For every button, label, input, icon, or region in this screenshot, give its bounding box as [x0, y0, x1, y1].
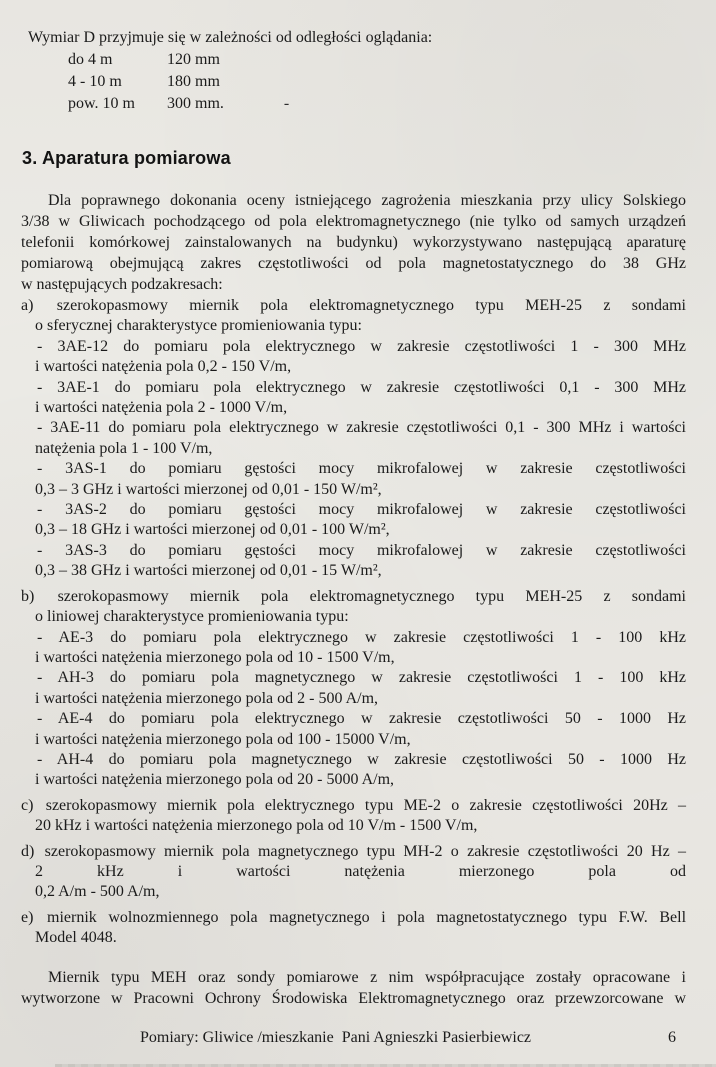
item-label: e): [21, 908, 34, 926]
section-heading: 3. Aparatura pomiarowa: [22, 148, 231, 168]
item-text: szerokopasmowy miernik pola elektromagnetycznego typu MEH-25 z sondami: [57, 587, 687, 605]
item-head-line: [21, 296, 686, 316]
probe-line: i wartości natężenia mierzonego pola od 2 - 500 A/m,: [35, 689, 379, 707]
probe-item: [21, 541, 686, 582]
equipment-item-a: [21, 296, 686, 582]
probe-line: - 3AE-11 do pomiaru pola elektrycznego w zakresie częstotliwości 0,1 - 300 MHz i wartości: [37, 419, 686, 437]
probe-line: - 3AS-2 do pomiaru gęstości mocy mikrofalowej w zakresie częstotliwości: [37, 501, 686, 519]
probe-line: - 3AS-1 do pomiaru gęstości mocy mikrofalowej w zakresie częstotliwości: [37, 460, 686, 478]
paragraph-line: Miernik typu MEH oraz sondy pomiarowe z nim współpracujące zostały opracowane i: [48, 968, 686, 986]
probe-line: 0,3 – 3 GHz i wartości mierzonej od 0,01 - 150 W/m²,: [35, 480, 382, 498]
equipment-list: [21, 296, 686, 949]
item-line: 2 kHz i wartości natężenia mierzonego pola od: [35, 862, 686, 880]
dimension-row: [21, 71, 686, 93]
probe-line: i wartości natężenia mierzonego pola od 20 - 5000 A/m,: [35, 771, 395, 789]
closing-paragraph: [21, 967, 686, 1009]
probe-line: i wartości natężenia pola 0,2 - 150 V/m,: [35, 358, 292, 376]
item-head-line: o liniowej charakterystyce promieniowania typu:: [35, 608, 349, 626]
item-label: b): [21, 587, 35, 605]
probe-item: [21, 668, 686, 709]
probe-line: - AH-3 do pomiaru pola magnetycznego w zakresie częstotliwości 1 - 100 kHz: [37, 669, 686, 687]
scan-artifact-dash: -: [283, 95, 290, 112]
item-line: 0,2 A/m - 500 A/m,: [35, 883, 160, 901]
paragraph-line: wytworzone w Pracowni Ochrony Środowiska Elektromagnetycznego oraz przewzorcowane w: [21, 989, 686, 1007]
page-footer: [0, 1028, 716, 1048]
probe-item: [21, 709, 686, 750]
item-label: d): [21, 842, 35, 860]
probe-item: [21, 378, 686, 419]
equipment-item-b: [21, 587, 686, 791]
page-number: 6: [668, 1029, 676, 1046]
probe-line: - AE-3 do pomiaru pola elektrycznego w zakresie częstotliwości 1 - 100 kHz: [37, 628, 686, 646]
distance-range: 4 - 10 m: [68, 73, 122, 90]
paragraph-line: 3/38 w Gliwicach pochodzącego od pola elektromagnetycznego (nie tylko od samych urządzeń: [21, 213, 686, 230]
probe-line: - AE-4 do pomiaru pola elektrycznego w zakresie częstotliwości 50 - 1000 Hz: [37, 710, 686, 728]
paragraph-line: pomiarową obejmującą zakres częstotliwości od pola magnetostatycznego do 38 GHz: [21, 255, 686, 272]
paragraph-line: Dla poprawnego dokonania oceny istniejącego zagrożenia mieszkania przy ulicy Solskiego: [48, 192, 686, 209]
dimension-value: 120 mm: [167, 51, 220, 68]
item-text: szerokopasmowy miernik pola elektromagnetycznego typu MEH-25 z sondami: [56, 297, 686, 314]
probe-line: - 3AS-3 do pomiaru gęstości mocy mikrofalowej w zakresie częstotliwości: [37, 541, 686, 559]
item-text: miernik wolnozmiennego pola magnetycznego i pola magnetostatycznego typu F.W. Bell: [47, 908, 687, 926]
footer-caption: Pomiary: Gliwice /mieszkanie Pani Agnieszki Pasierbiewicz: [140, 1029, 532, 1046]
paragraph-line: w następujących podzakresach:: [21, 276, 223, 293]
dimension-note-lead: Wymiar D przyjmuje się w zależności od odległości oglądania:: [28, 29, 433, 46]
dimension-note: [21, 27, 686, 115]
dimension-value: 180 mm: [167, 73, 220, 90]
item-text: szerokopasmowy miernik pola magnetycznego typu MH-2 o zakresie częstotliwości 20 Hz –: [44, 842, 687, 860]
dimension-table: [21, 49, 686, 115]
paragraph-line: telefonii komórkowej zainstalowanych na budynku) wykorzystywano następującą aparaturę: [21, 234, 686, 251]
probe-line: i wartości natężenia mierzonego pola od 10 - 1500 V/m,: [35, 648, 395, 666]
probe-line: - 3AE-12 do pomiaru pola elektrycznego w zakresie częstotliwości 1 - 300 MHz: [37, 337, 686, 355]
probe-item: [21, 418, 686, 459]
probe-item: [21, 459, 686, 500]
probe-line: - 3AE-1 do pomiaru pola elektrycznego w zakresie częstotliwości 0,1 - 300 MHz: [37, 378, 686, 396]
probe-line: 0,3 – 38 GHz i wartości mierzonej od 0,01 - 15 W/m²,: [35, 562, 382, 580]
probe-line: - AH-4 do pomiaru pola magnetycznego w zakresie częstotliwości 50 - 1000 Hz: [37, 750, 686, 768]
probe-line: i wartości natężenia mierzonego pola od 100 - 15000 V/m,: [35, 730, 411, 748]
item-head-line: [21, 908, 686, 928]
item-label: a): [21, 297, 34, 314]
item-line: Model 4048.: [35, 929, 117, 947]
probe-item: [21, 750, 686, 791]
item-text: szerokopasmowy miernik pola elektrycznego typu ME-2 o zakresie częstotliwości 20Hz –: [45, 796, 687, 814]
dimension-value: 300 mm.: [167, 95, 224, 112]
probe-list: [21, 337, 686, 582]
equipment-item-d: [21, 842, 686, 903]
item-label: c): [21, 796, 34, 814]
item-head-line: [21, 842, 686, 862]
item-head-line: [21, 796, 686, 816]
equipment-item-c: [21, 796, 686, 837]
probe-line: i wartości natężenia pola 2 - 1000 V/m,: [35, 399, 288, 417]
probe-item: [21, 337, 686, 378]
dimension-row: [21, 93, 686, 115]
item-head-line: o sferycznej charakterystyce promieniowania typu:: [35, 317, 362, 335]
distance-range: pow. 10 m: [68, 95, 135, 112]
probe-line: natężenia pola 1 - 100 V/m,: [35, 439, 213, 457]
item-line: 20 kHz i wartości natężenia mierzonego pola od 10 V/m - 1500 V/m,: [35, 817, 478, 835]
dimension-row: [21, 49, 686, 71]
equipment-item-e: [21, 908, 686, 949]
probe-item: [21, 500, 686, 541]
probe-list: [21, 628, 686, 791]
probe-line: 0,3 – 18 GHz i wartości mierzonej od 0,01 - 100 W/m²,: [35, 521, 390, 539]
item-head-line: [21, 587, 686, 607]
section-intro-paragraph: [21, 190, 686, 295]
distance-range: do 4 m: [68, 51, 113, 68]
probe-item: [21, 628, 686, 669]
